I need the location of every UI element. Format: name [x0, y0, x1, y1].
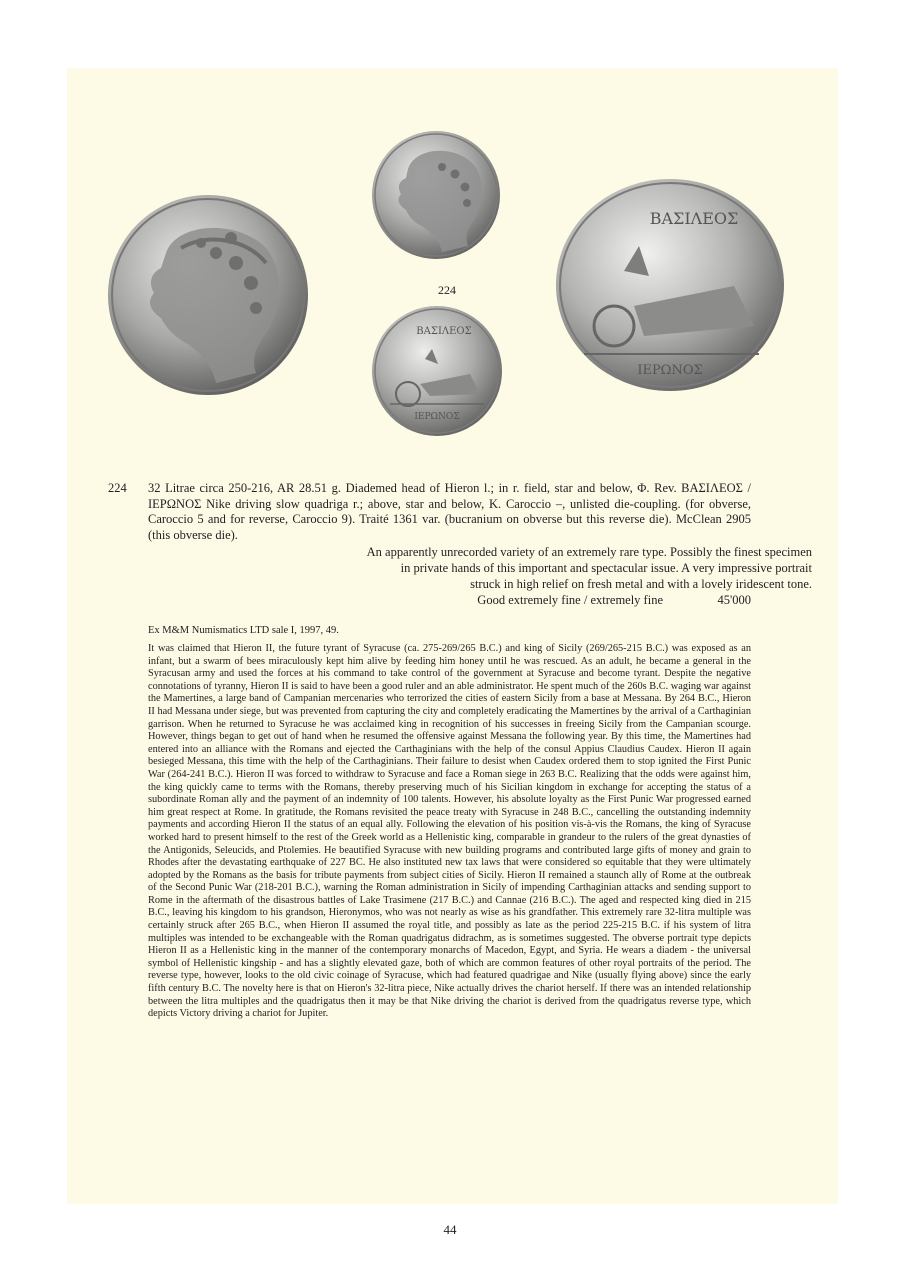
reverse-small-legend-bottom: ΙΕΡΩΝΟΣ [414, 412, 460, 422]
coin-obverse-small [370, 129, 502, 261]
lot-estimate: 45'000 [717, 593, 751, 607]
lot-remark-line-3: struck in high relief on fresh metal and with a lovely iridescent tone. [470, 577, 812, 591]
page-number: 44 [443, 1222, 457, 1237]
reverse-large-legend-bottom: ΙΕΡΩΝΟΣ [637, 363, 703, 378]
lot-description [148, 481, 751, 543]
lot-remark-line-2: in private hands of this important and spectacular issue. A very impressive portrait [400, 561, 812, 575]
coin-reverse-large [554, 176, 786, 394]
coin-obverse-large [106, 193, 310, 397]
lot-grade: Good extremely fine / extremely fine [477, 593, 663, 607]
reverse-large-legend-top: ΒΑΣΙΛΕΟΣ [649, 209, 739, 228]
lot-number: 224 [108, 481, 127, 495]
lot-remark-line-1: An apparently unrecorded variety of an extremely rare type. Possibly the finest specimen [366, 545, 812, 559]
lot-provenance: Ex M&M Numismatics LTD sale I, 1997, 49. [148, 625, 339, 636]
lot-description-text: 32 Litrae circa 250-216, AR 28.51 g. Diademed head of Hieron l.; in r. field, star and below, Φ. Rev. ΒΑΣΙΛΕΟΣ / ΙΕΡΩΝΟΣ Nike driving slow quadriga r.; above, star and below, K. Caroccio –, unlisted die-coupling. (for obverse, Caroccio 5 and for reverse, Caroccio 9). Traité 1361 var. (bucranium on obverse but this reverse die). McClean 2905 (this obverse die). [148, 481, 751, 542]
reverse-small-legend-top: ΒΑΣΙΛΕΟΣ [416, 326, 472, 337]
lot-history-text: It was claimed that Hieron II, the future tyrant of Syracuse (ca. 275-269/265 B.C.) and king of Sicily (269/265-215 B.C.) was exposed as an infant, but a swarm of bees miraculously kept him alive by feeding him honey until he was rescued. As an adult, he became a general in the Syracusan army and used the forces at his command to take control of the government at Syracuse and become tyrant. Despite the negative connotations of tyranny, Hieron II is said to have been a good ruler and an able administrator. He spent much of the 260s B.C. waging war against the Mamertines, a large band of Campanian mercenaries who terrorized the cities of eastern Sicily from a base at Messana. By 264 B.C., Hieron II had Messana under siege, but was prevented from capturing the city and completely eradicating the Mamertines by the arrival of a Carthaginian garrison. When he returned to Syracuse he was acclaimed king in recognition of his successes in freeing Sicily from the Campanian scourge. However, things began to get out of hand when he resumed the offensive against Messana the following year. By this time, the Mamertines had entered into an alliance with the Romans and ejected the Carthaginians with the help of the consul Appius Claudius Caudex. Hieron II again besieged Messana, this time with the help of the Carthaginians. Their failure to desist when Caudex ordered them to stop ignited the First Punic War (264-241 B.C.). Hieron II was forced to withdraw to Syracuse and face a Roman siege in 263 B.C. Realizing that the odds were against him, the king quickly came to terms with the Romans, thereby preserving much of his Sicilian kingdom in exchange for accepting the status of a subordinate Roman ally and the payment of an indemnity of 100 talents. However, his absolute loyalty as the First Punic War progressed earned him great respect at Rome. In gratitude, the Romans revisited the peace treaty with Syracuse in 248 B.C., cancelling the outstanding indemnity payments and according Hieron II the status of an equal ally. Following the elevation of his position vis-à-vis the Romans, the king of Syracuse worked hard to present himself to the rest of the Greek world as a Hellenistic king, comparable in grandeur to the rulers of the great dynasties of the Antigonids, Seleucids, and Ptolemies. He beautified Syracuse with new building programs and contributed large gifts of money and grain to Rhodes after the devastating earthquake of 227 BC. He also instituted new tax laws that were considered so equitable that they were ultimately adopted by the Romans as the basis for tribute payments from subject cities of Sicily. Hieron II remained a staunch ally of Rome at the outbreak of the Second Punic War (218-201 B.C.), warning the Roman administration in Sicily of impending Carthaginian attacks and sending support to Rome in the aftermath of the disastrous battles of Lake Trasimene (217 B.C.) and Cannae (216 B.C.). The aged and respected king died in 215 B.C., leaving his kingdom to his grandson, Hieronymos, who was not nearly as wise as his grandfather. This extremely rare 32-litra multiple was certainly struck after 265 B.C., when Hieron II assumed the royal title, and possibly as late as the period 225-215 B.C. if his system of litra multiples was intended to be exchangeable with the Roman quadrigatus didrachm, as is sometimes suggested. The obverse portrait type depicts Hieron II as a Hellenistic king in the manner of the contemporary monarchs of Macedon, Egypt, and Syria. He wears a diadem - the universal symbol of Hellenistic kingship - and has a slightly elevated gaze, both of which are common features of other royal portraits of the period. The reverse type, however, looks to the old civic coinage of Syracuse, which had featured quadrigae and Nike (usually flying above) since the early fifth century B.C. The novelty here is that on Hieron's 32-litra piece, Nike actually drives the chariot herself. If there was an intended relationship between the litra multiples and the quadrigatus then it may be that Nike driving the chariot is derived from the quadrigatus reverse type, which depicts Victory driving a chariot for Jupiter. [148, 643, 751, 1020]
lot-number-center: 224 [438, 283, 456, 297]
coin-reverse-small [370, 304, 504, 438]
